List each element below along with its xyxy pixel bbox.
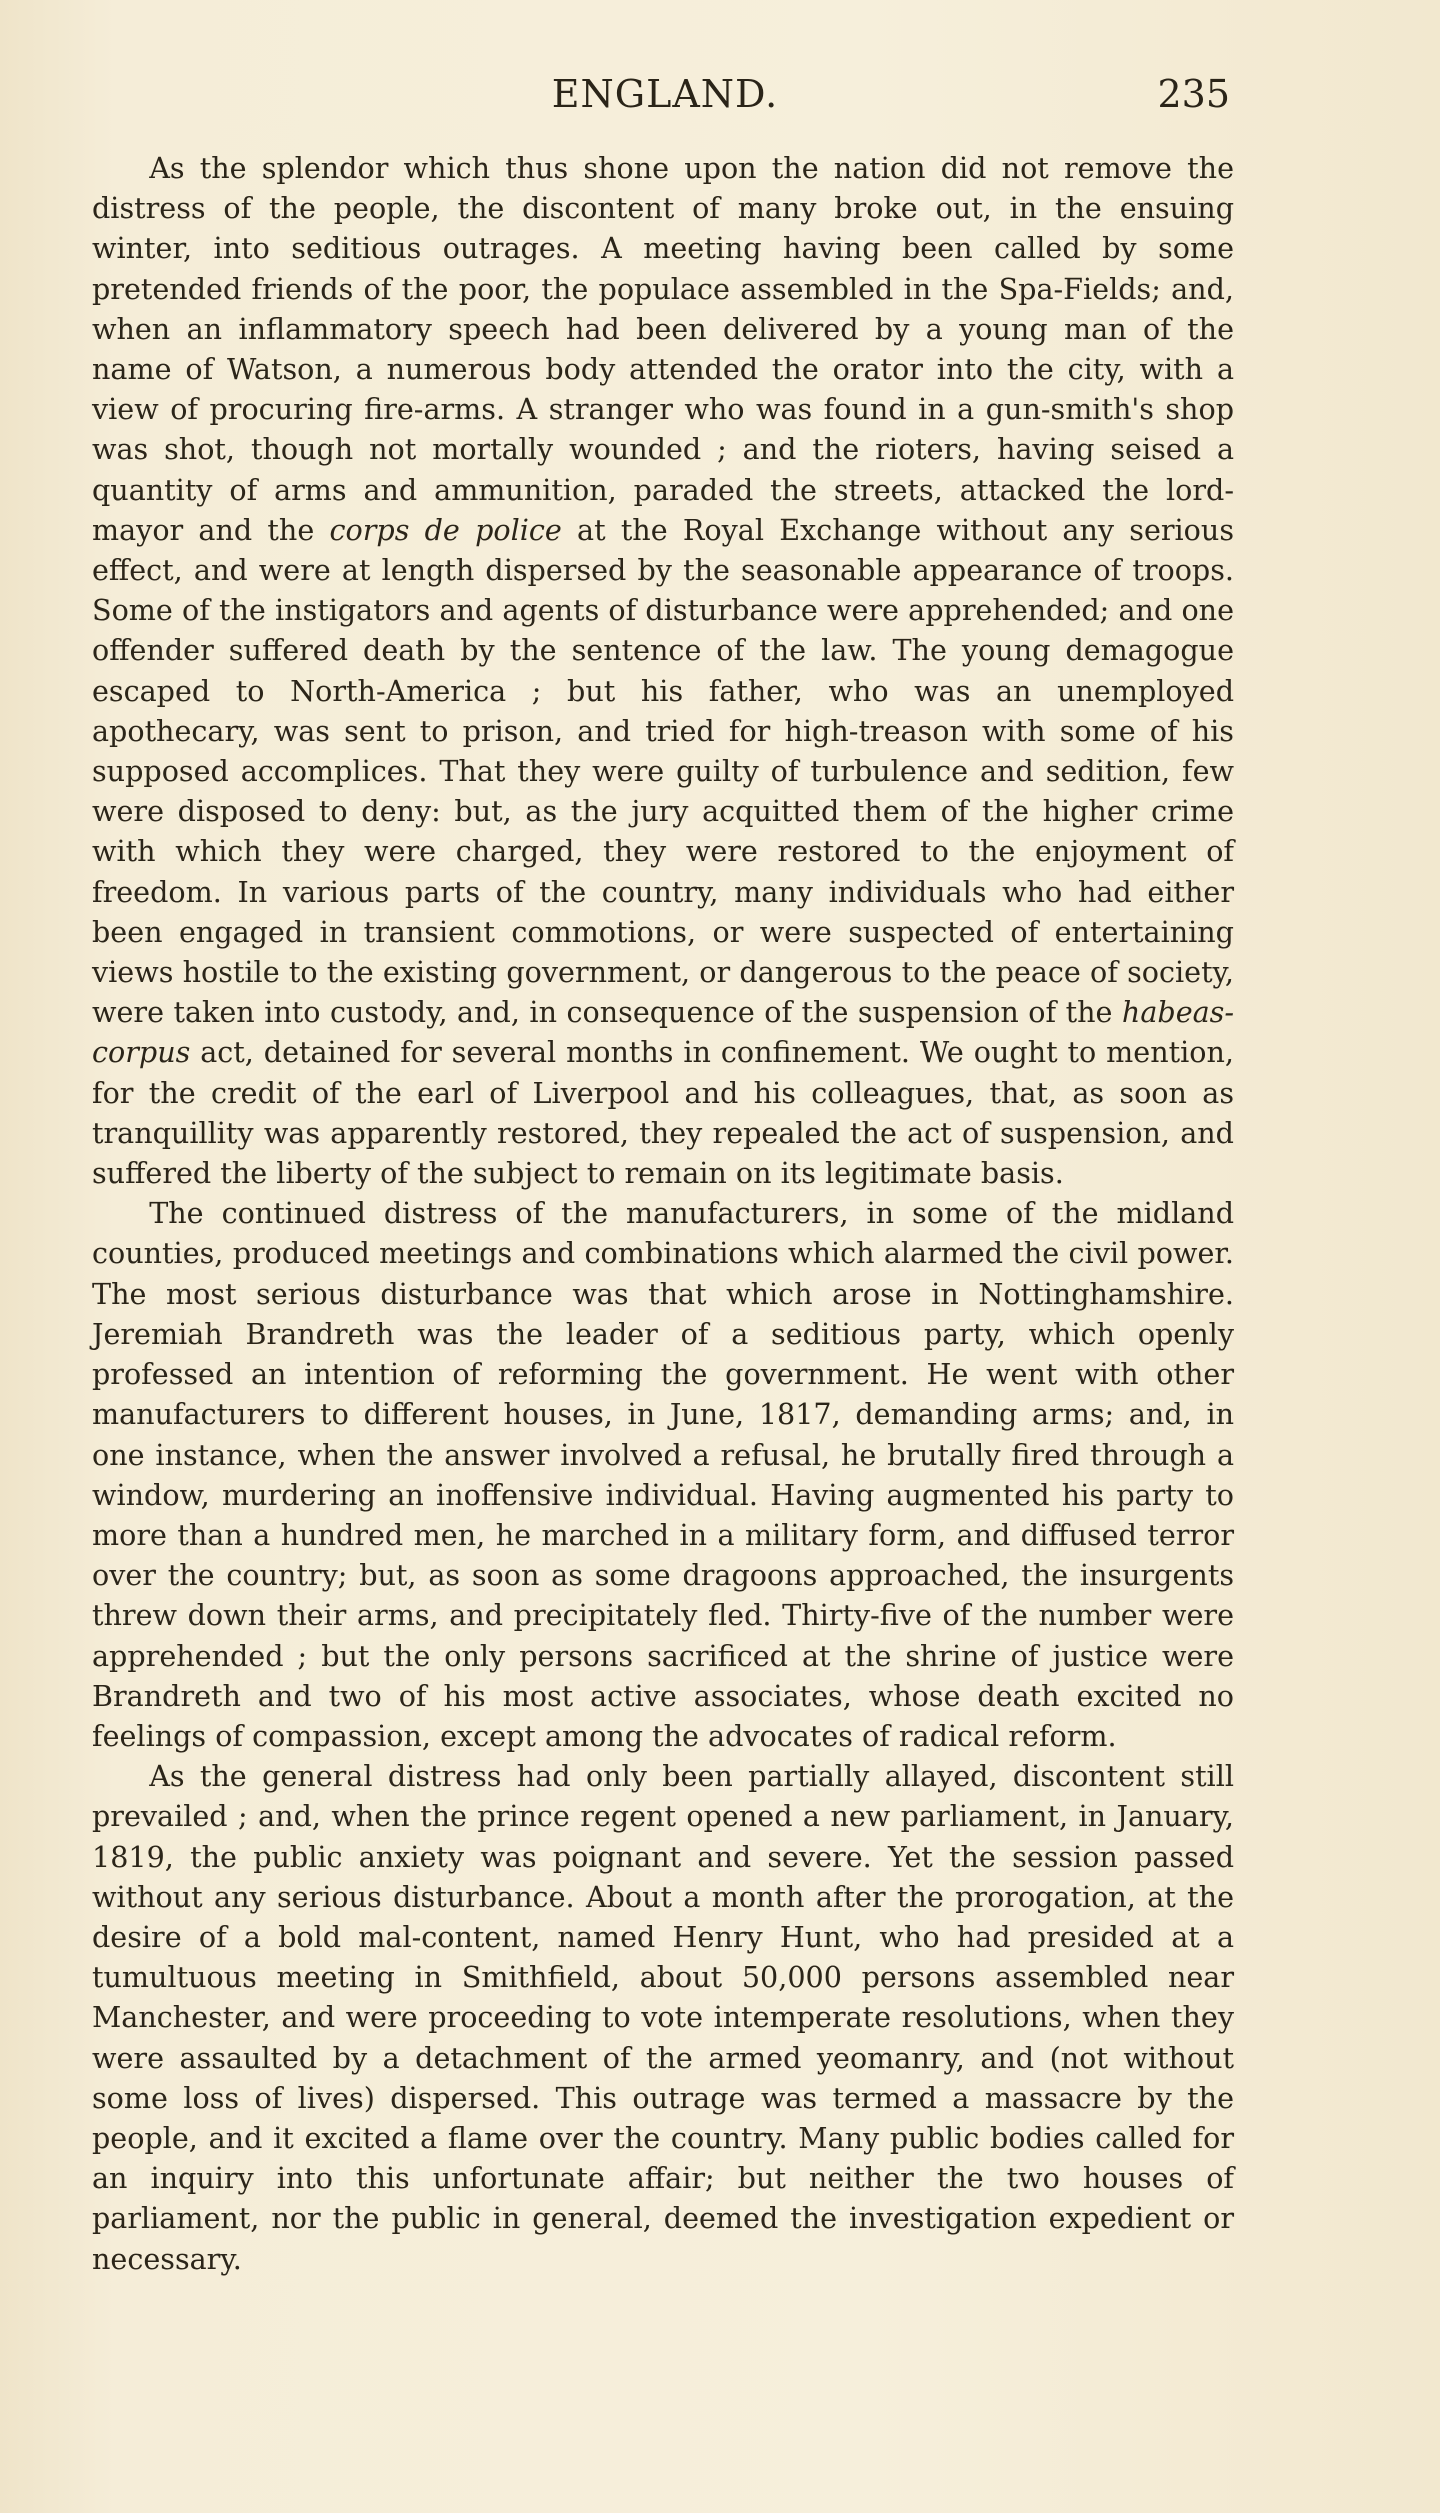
paragraph-3 [92,1756,1234,2279]
paragraph-2 [92,1193,1234,1756]
paragraph-2-text: The continued distress of the manufacturers, in some of the midland counties, produced meetings and combinations which alarmed the civil power. The most serious disturbance was that which arose in Nottinghamshire. Jeremiah Brandreth was the leader of a seditious party, which openly professed an intention of reforming the government. He went with other manufacturers to different houses, in June, 1817, demanding arms; and, in one instance, when the answer involved a refusal, he brutally fired through a window, murdering an inoffensive individual. Having augmented his party to more than a hundred men, he marched in a military form, and diffused terror over the country; but, as soon as some dragoons approached, the insurgents threw down their arms, and precipitately fled. Thirty-five of the number were apprehended ; but the only persons sacrificed at the shrine of justice were Brandreth and two of his most active associates, whose death excited no feelings of compassion, except among the advocates of radical reform. [92,1196,1234,1753]
running-title: ENGLAND. [551,72,779,116]
body-text [92,148,1234,2279]
paragraph-3-text: As the general distress had only been partially allayed, discontent still prevailed ; and, when the prince regent opened a new parliament, in January, 1819, the public anxiety was poignant and severe. Yet the session passed without any serious disturbance. About a month after the prorogation, at the desire of a bold mal-content, named Henry Hunt, who had presided at a tumultuous meeting in Smithfield, about 50,000 persons assembled near Manchester, and were proceeding to vote intemperate resolutions, when they were assaulted by a detachment of the armed yeomanry, and (not without some loss of lives) dispersed. This outrage was termed a massacre by the people, and it excited a flame over the country. Many public bodies called for an inquiry into this unfortunate affair; but neither the two houses of parliament, nor the public in general, deemed the investigation expedient or necessary. [92,1759,1234,2276]
paragraph-1-italic-habeas-corpus: habeas-corpus [92,995,1234,1070]
page-header [100,72,1230,132]
paragraph-1-italic-corps-de-police: corps de police [329,512,562,547]
paragraph-1-text-a: As the splendor which thus shone upon the nation did not remove the distress of the people, the discontent of many broke out, in the ensuing winter, into seditious outrages. A meeting having been called by some pretended friends of the poor, the populace assembled in the Spa-Fields; and, when an inflammatory speech had been delivered by a young man of the name of Watson, a numerous body attended the orator into the city, with a view of procuring fire-arms. A stranger who was found in a gun-smith's shop was shot, though not mortally wounded ; and the rioters, having seised a quantity of arms and ammunition, paraded the streets, attacked the lord-mayor and the [92,151,1234,547]
page-number: 235 [1157,72,1230,116]
paragraph-1-text-c: act, detained for several months in confinement. We ought to mention, for the credit of the earl of Liverpool and his colleagues, that, as soon as tranquillity was apparently restored, they repealed the act of suspension, and suffered the liberty of the subject to remain on its legitimate basis. [92,1035,1234,1191]
paragraph-1-text-b: at the Royal Exchange without any serious effect, and were at length dispersed by the seasonable appearance of troops. Some of the instigators and agents of disturbance were apprehended; and one offender suffered death by the sentence of the law. The young demagogue escaped to North-America ; but his father, who was an unemployed apothecary, was sent to prison, and tried for high-treason with some of his supposed accomplices. That they were guilty of turbulence and sedition, few were disposed to deny: but, as the jury acquitted them of the higher crime with which they were charged, they were restored to the enjoyment of freedom. In various parts of the country, many individuals who had either been engaged in transient commotions, or were suspected of entertaining views hostile to the existing government, or dangerous to the peace of society, were taken into custody, and, in consequence of the suspension of the [92,512,1234,1030]
paragraph-1 [92,148,1234,1193]
